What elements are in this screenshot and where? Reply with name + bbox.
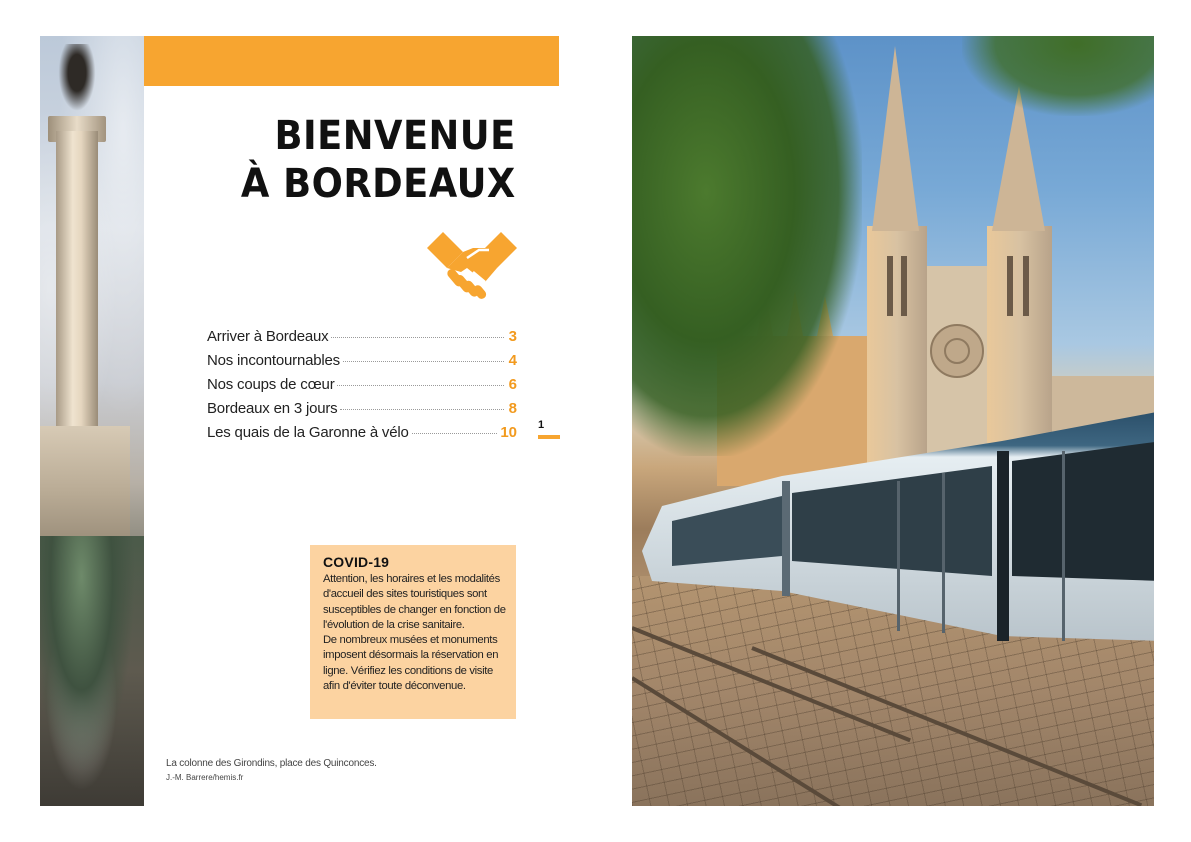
photo-tree-left <box>632 36 862 456</box>
photo-tram <box>642 411 1154 691</box>
toc-item-page: 8 <box>508 400 517 417</box>
toc-item-page: 6 <box>508 376 517 393</box>
toc-item-page: 3 <box>508 328 517 345</box>
title-line-2: À BORDEAUX <box>241 161 516 207</box>
toc-item-label: Bordeaux en 3 jours <box>207 400 338 417</box>
page-number-underline <box>538 435 560 439</box>
photo-tree-right <box>962 36 1154 116</box>
covid-paragraph-2: De nombreux musées et monuments imposent désormais la réservation en ligne. Vérifiez les conditions de visite afin d'éviter toute déconvenue. <box>323 634 499 693</box>
table-of-contents <box>207 328 517 448</box>
photo-fountain <box>40 536 144 806</box>
cathedral-tram-photo <box>632 36 1154 806</box>
toc-item-label: Les quais de la Garonne à vélo <box>207 424 409 441</box>
photo-pedestal <box>40 426 130 536</box>
toc-leader-dots <box>412 433 498 434</box>
toc-item[interactable] <box>207 424 517 448</box>
toc-item-label: Nos coups de cœur <box>207 376 335 393</box>
toc-item-page: 4 <box>508 352 517 369</box>
toc-item[interactable] <box>207 328 517 352</box>
covid-notice-box <box>310 545 516 719</box>
girondins-column-photo <box>40 36 144 806</box>
page-title <box>241 112 516 208</box>
toc-leader-dots <box>331 337 504 338</box>
photo-caption: La colonne des Girondins, place des Quinconces. <box>166 758 377 769</box>
page-number: 1 <box>538 419 545 431</box>
photo-statue <box>56 44 98 116</box>
toc-item-page: 10 <box>500 424 517 441</box>
toc-item[interactable] <box>207 376 517 400</box>
toc-item-label: Nos incontournables <box>207 352 340 369</box>
covid-paragraph-1: Attention, les horaires et les modalités d'accueil des sites touristiques sont susceptibles de changer en fonction de l'évolution de la crise sanitaire. <box>323 573 506 631</box>
title-line-1: BIENVENUE <box>274 113 516 159</box>
handshake-icon <box>427 228 517 306</box>
toc-leader-dots <box>337 385 504 386</box>
toc-item[interactable] <box>207 400 517 424</box>
toc-leader-dots <box>340 409 504 410</box>
header-accent-bar <box>144 36 559 86</box>
toc-leader-dots <box>343 361 504 362</box>
covid-title: COVID-19 <box>323 554 390 570</box>
toc-item-label: Arriver à Bordeaux <box>207 328 329 345</box>
photo-credit: J.-M. Barrere/hemis.fr <box>166 773 244 782</box>
photo-column-shaft <box>56 131 98 431</box>
toc-item[interactable] <box>207 352 517 376</box>
